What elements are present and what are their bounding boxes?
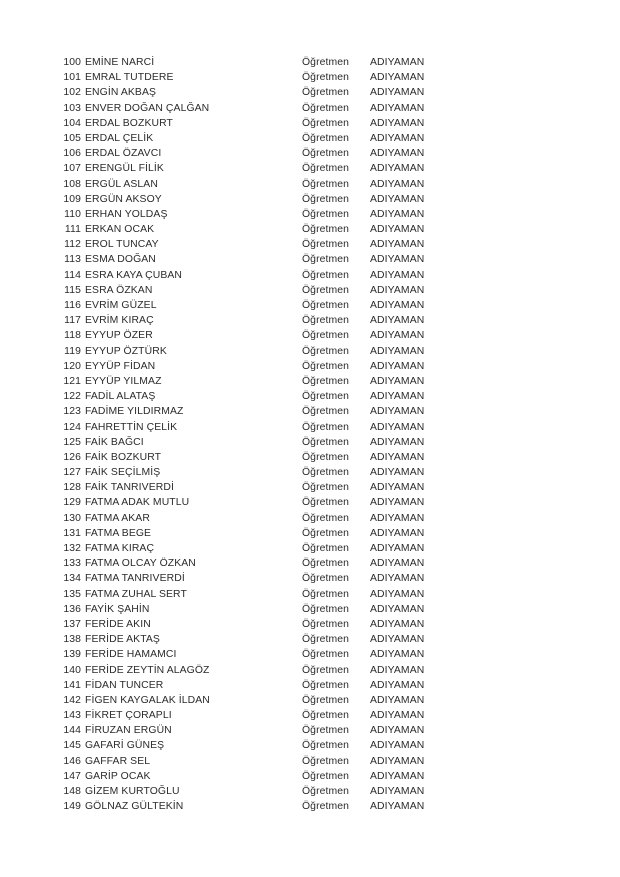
person-name: ERKAN OCAK bbox=[85, 224, 155, 236]
person-province: ADIYAMAN bbox=[370, 132, 425, 144]
row-number: 135 bbox=[63, 588, 81, 600]
table-row bbox=[0, 465, 620, 480]
person-title: Öğretmen bbox=[302, 72, 350, 84]
row-number: 144 bbox=[63, 725, 81, 737]
person-title: Öğretmen bbox=[302, 375, 350, 387]
row-number: 137 bbox=[63, 618, 81, 630]
person-name: FATMA KIRAÇ bbox=[85, 543, 155, 554]
person-name: FATMA ZUHAL SERT bbox=[85, 588, 187, 600]
person-name: FERİDE HAMAMCI bbox=[85, 649, 177, 661]
person-province: ADIYAMAN bbox=[370, 451, 425, 463]
person-province: ADIYAMAN bbox=[370, 527, 425, 539]
person-province: ADIYAMAN bbox=[370, 664, 425, 676]
row-number: 148 bbox=[63, 786, 81, 797]
table-row bbox=[0, 344, 620, 359]
person-name: GÖLNAZ GÜLTEKİN bbox=[85, 801, 184, 813]
person-name: FİKRET ÇORAPLI bbox=[85, 710, 172, 722]
row-number: 149 bbox=[63, 801, 81, 813]
row-number: 132 bbox=[63, 543, 81, 554]
person-title: Öğretmen bbox=[302, 618, 350, 630]
table-row bbox=[0, 328, 620, 343]
person-name: FADİME YILDIRMAZ bbox=[85, 406, 184, 418]
person-title: Öğretmen bbox=[302, 345, 350, 357]
person-title: Öğretmen bbox=[302, 391, 350, 403]
person-province: ADIYAMAN bbox=[370, 573, 425, 585]
person-province: ADIYAMAN bbox=[370, 618, 425, 630]
person-province: ADIYAMAN bbox=[370, 543, 425, 554]
person-title: Öğretmen bbox=[302, 436, 350, 448]
row-number: 143 bbox=[63, 710, 81, 722]
person-name: EYYUP ÖZER bbox=[85, 330, 153, 342]
person-title: Öğretmen bbox=[302, 193, 350, 205]
table-row bbox=[0, 359, 620, 374]
person-province: ADIYAMAN bbox=[370, 102, 425, 114]
person-province: ADIYAMAN bbox=[370, 786, 425, 797]
row-number: 101 bbox=[63, 72, 81, 84]
person-name: FATMA TANRIVERDİ bbox=[85, 573, 185, 585]
person-title: Öğretmen bbox=[302, 406, 350, 418]
person-province: ADIYAMAN bbox=[370, 436, 425, 448]
row-number: 145 bbox=[63, 740, 81, 752]
person-name: GARİP OCAK bbox=[85, 770, 151, 782]
table-row bbox=[0, 769, 620, 784]
person-name: FAİK BAĞCI bbox=[85, 436, 144, 448]
row-number: 113 bbox=[64, 254, 81, 266]
person-title: Öğretmen bbox=[302, 497, 350, 509]
table-row bbox=[0, 693, 620, 708]
person-province: ADIYAMAN bbox=[370, 72, 425, 84]
row-number: 141 bbox=[63, 679, 81, 691]
table-row bbox=[0, 177, 620, 192]
person-title: Öğretmen bbox=[302, 254, 350, 266]
person-province: ADIYAMAN bbox=[370, 710, 425, 722]
person-title: Öğretmen bbox=[302, 360, 350, 372]
person-name: FADİL ALATAŞ bbox=[85, 391, 156, 403]
table-row bbox=[0, 587, 620, 602]
person-province: ADIYAMAN bbox=[370, 603, 425, 615]
row-number: 114 bbox=[64, 269, 81, 281]
person-title: Öğretmen bbox=[302, 725, 350, 737]
table-row bbox=[0, 632, 620, 647]
table-row bbox=[0, 161, 620, 176]
row-number: 112 bbox=[64, 239, 81, 251]
table-row bbox=[0, 389, 620, 404]
person-name: ENGİN AKBAŞ bbox=[85, 87, 157, 99]
table-row bbox=[0, 207, 620, 222]
person-name: ESMA DOĞAN bbox=[85, 254, 156, 266]
person-province: ADIYAMAN bbox=[370, 740, 425, 752]
row-number: 139 bbox=[63, 649, 81, 661]
row-number: 133 bbox=[63, 558, 81, 570]
row-number: 136 bbox=[63, 603, 81, 615]
person-title: Öğretmen bbox=[302, 512, 350, 524]
person-province: ADIYAMAN bbox=[370, 406, 425, 418]
row-number: 108 bbox=[63, 178, 81, 190]
person-title: Öğretmen bbox=[302, 786, 350, 797]
person-title: Öğretmen bbox=[302, 208, 350, 220]
person-title: Öğretmen bbox=[302, 679, 350, 691]
row-number: 147 bbox=[63, 770, 81, 782]
row-number: 105 bbox=[63, 132, 81, 144]
person-title: Öğretmen bbox=[302, 558, 350, 570]
person-title: Öğretmen bbox=[302, 634, 350, 646]
person-province: ADIYAMAN bbox=[370, 57, 425, 68]
person-province: ADIYAMAN bbox=[370, 360, 425, 372]
table-row bbox=[0, 526, 620, 541]
person-name: FAİK TANRIVERDİ bbox=[85, 482, 174, 494]
person-name: EYYÜP FİDAN bbox=[85, 360, 156, 372]
person-title: Öğretmen bbox=[302, 178, 350, 190]
row-number: 118 bbox=[64, 330, 81, 342]
person-province: ADIYAMAN bbox=[370, 755, 425, 767]
row-number: 131 bbox=[63, 527, 81, 539]
person-province: ADIYAMAN bbox=[370, 284, 425, 296]
person-title: Öğretmen bbox=[302, 710, 350, 722]
person-title: Öğretmen bbox=[302, 330, 350, 342]
table-row bbox=[0, 784, 620, 799]
person-province: ADIYAMAN bbox=[370, 725, 425, 737]
person-province: ADIYAMAN bbox=[370, 148, 425, 160]
row-number: 116 bbox=[64, 300, 81, 311]
person-name: ESRA ÖZKAN bbox=[85, 284, 153, 296]
person-province: ADIYAMAN bbox=[370, 178, 425, 190]
row-number: 126 bbox=[63, 451, 81, 463]
row-number: 123 bbox=[63, 406, 81, 418]
row-number: 128 bbox=[63, 482, 81, 494]
table-row bbox=[0, 647, 620, 662]
person-title: Öğretmen bbox=[302, 755, 350, 767]
person-province: ADIYAMAN bbox=[370, 87, 425, 99]
row-number: 122 bbox=[63, 391, 81, 403]
person-province: ADIYAMAN bbox=[370, 300, 425, 311]
row-number: 104 bbox=[63, 117, 81, 129]
person-name: GAFARİ GÜNEŞ bbox=[85, 740, 165, 752]
table-row bbox=[0, 450, 620, 465]
person-province: ADIYAMAN bbox=[370, 163, 425, 175]
person-name: GİZEM KURTOĞLU bbox=[85, 786, 180, 797]
table-row bbox=[0, 374, 620, 389]
person-name: FERİDE ZEYTİN ALAGÖZ bbox=[85, 664, 210, 676]
person-province: ADIYAMAN bbox=[370, 315, 425, 327]
person-title: Öğretmen bbox=[302, 801, 350, 813]
row-number: 121 bbox=[63, 375, 81, 387]
person-province: ADIYAMAN bbox=[370, 634, 425, 646]
person-title: Öğretmen bbox=[302, 543, 350, 554]
table-row bbox=[0, 571, 620, 586]
row-number: 102 bbox=[63, 87, 81, 99]
person-province: ADIYAMAN bbox=[370, 588, 425, 600]
table-row bbox=[0, 602, 620, 617]
row-number: 130 bbox=[63, 512, 81, 524]
person-title: Öğretmen bbox=[302, 467, 350, 479]
table-row bbox=[0, 404, 620, 419]
person-name: EMİNE NARCİ bbox=[85, 57, 155, 68]
row-number: 106 bbox=[63, 148, 81, 160]
table-row bbox=[0, 268, 620, 283]
table-row bbox=[0, 146, 620, 161]
table-row bbox=[0, 252, 620, 267]
row-number: 129 bbox=[63, 497, 81, 509]
person-title: Öğretmen bbox=[302, 239, 350, 251]
person-province: ADIYAMAN bbox=[370, 193, 425, 205]
person-title: Öğretmen bbox=[302, 269, 350, 281]
row-number: 109 bbox=[63, 193, 81, 205]
table-row bbox=[0, 708, 620, 723]
table-row bbox=[0, 495, 620, 510]
person-name: FATMA ADAK MUTLU bbox=[85, 497, 190, 509]
person-name: FERİDE AKTAŞ bbox=[85, 634, 160, 646]
person-title: Öğretmen bbox=[302, 117, 350, 129]
person-title: Öğretmen bbox=[302, 224, 350, 236]
person-title: Öğretmen bbox=[302, 770, 350, 782]
person-name: FATMA BEGE bbox=[85, 527, 152, 539]
person-name: ERGÜL ASLAN bbox=[85, 178, 158, 190]
row-number: 119 bbox=[64, 345, 81, 357]
person-title: Öğretmen bbox=[302, 603, 350, 615]
person-province: ADIYAMAN bbox=[370, 208, 425, 220]
table-row bbox=[0, 678, 620, 693]
table-row bbox=[0, 480, 620, 495]
person-name: FERİDE AKIN bbox=[85, 618, 151, 630]
person-name: ESRA KAYA ÇUBAN bbox=[85, 269, 183, 281]
person-title: Öğretmen bbox=[302, 482, 350, 494]
person-province: ADIYAMAN bbox=[370, 345, 425, 357]
table-row bbox=[0, 420, 620, 435]
row-number: 117 bbox=[64, 315, 81, 327]
table-row bbox=[0, 101, 620, 116]
person-title: Öğretmen bbox=[302, 451, 350, 463]
person-title: Öğretmen bbox=[302, 148, 350, 160]
table-row bbox=[0, 738, 620, 753]
row-number: 138 bbox=[63, 634, 81, 646]
person-name: FATMA AKAR bbox=[85, 512, 150, 524]
person-province: ADIYAMAN bbox=[370, 770, 425, 782]
person-province: ADIYAMAN bbox=[370, 269, 425, 281]
person-province: ADIYAMAN bbox=[370, 421, 425, 433]
person-name: GAFFAR SEL bbox=[85, 755, 151, 767]
row-number: 111 bbox=[64, 224, 81, 236]
table-row bbox=[0, 85, 620, 100]
table-row bbox=[0, 663, 620, 678]
person-name: EMRAL TUTDERE bbox=[85, 72, 174, 84]
person-title: Öğretmen bbox=[302, 284, 350, 296]
person-province: ADIYAMAN bbox=[370, 512, 425, 524]
table-row bbox=[0, 617, 620, 632]
row-number: 125 bbox=[63, 436, 81, 448]
person-title: Öğretmen bbox=[302, 573, 350, 585]
person-title: Öğretmen bbox=[302, 664, 350, 676]
table-row bbox=[0, 723, 620, 738]
person-province: ADIYAMAN bbox=[370, 224, 425, 236]
person-name: FİGEN KAYGALAK İLDAN bbox=[85, 694, 210, 706]
person-name: ERGÜN AKSOY bbox=[85, 193, 162, 205]
person-title: Öğretmen bbox=[302, 163, 350, 175]
person-title: Öğretmen bbox=[302, 315, 350, 327]
person-title: Öğretmen bbox=[302, 421, 350, 433]
person-province: ADIYAMAN bbox=[370, 467, 425, 479]
person-name: FATMA OLCAY ÖZKAN bbox=[85, 558, 196, 570]
table-row bbox=[0, 131, 620, 146]
person-name: EVRİM GÜZEL bbox=[85, 300, 157, 311]
row-number: 100 bbox=[63, 57, 81, 68]
table-row bbox=[0, 313, 620, 328]
person-title: Öğretmen bbox=[302, 87, 350, 99]
row-number: 127 bbox=[63, 467, 81, 479]
person-name: ERDAL ÇELİK bbox=[85, 132, 154, 144]
person-province: ADIYAMAN bbox=[370, 558, 425, 570]
person-name: EYYUP ÖZTÜRK bbox=[85, 345, 167, 357]
personnel-list bbox=[0, 55, 620, 814]
table-row bbox=[0, 70, 620, 85]
person-title: Öğretmen bbox=[302, 102, 350, 114]
person-name: ERHAN YOLDAŞ bbox=[85, 208, 168, 220]
row-number: 115 bbox=[64, 284, 81, 296]
person-name: FAİK BOZKURT bbox=[85, 451, 162, 463]
person-name: EVRİM KIRAÇ bbox=[85, 315, 154, 327]
row-number: 107 bbox=[63, 163, 81, 175]
person-name: FAİK SEÇİLMİŞ bbox=[85, 467, 161, 479]
row-number: 120 bbox=[63, 360, 81, 372]
person-province: ADIYAMAN bbox=[370, 375, 425, 387]
row-number: 134 bbox=[63, 573, 81, 585]
row-number: 146 bbox=[63, 755, 81, 767]
table-row bbox=[0, 192, 620, 207]
person-province: ADIYAMAN bbox=[370, 239, 425, 251]
table-row bbox=[0, 435, 620, 450]
person-province: ADIYAMAN bbox=[370, 482, 425, 494]
person-title: Öğretmen bbox=[302, 132, 350, 144]
row-number: 124 bbox=[63, 421, 81, 433]
table-row bbox=[0, 556, 620, 571]
table-row bbox=[0, 799, 620, 814]
person-title: Öğretmen bbox=[302, 300, 350, 311]
person-province: ADIYAMAN bbox=[370, 801, 425, 813]
person-title: Öğretmen bbox=[302, 649, 350, 661]
person-title: Öğretmen bbox=[302, 694, 350, 706]
person-name: EYYÜP YILMAZ bbox=[85, 375, 162, 387]
row-number: 140 bbox=[63, 664, 81, 676]
table-row bbox=[0, 55, 620, 70]
person-name: FİRUZAN ERGÜN bbox=[85, 725, 172, 737]
table-row bbox=[0, 298, 620, 313]
table-row bbox=[0, 116, 620, 131]
person-title: Öğretmen bbox=[302, 57, 350, 68]
person-title: Öğretmen bbox=[302, 588, 350, 600]
person-name: FİDAN TUNCER bbox=[85, 679, 164, 691]
row-number: 110 bbox=[64, 208, 81, 220]
person-name: FAYİK ŞAHİN bbox=[85, 603, 150, 615]
row-number: 142 bbox=[63, 694, 81, 706]
person-province: ADIYAMAN bbox=[370, 679, 425, 691]
table-row bbox=[0, 283, 620, 298]
person-name: ENVER DOĞAN ÇALĞAN bbox=[85, 102, 210, 114]
person-title: Öğretmen bbox=[302, 740, 350, 752]
person-name: ERDAL BOZKURT bbox=[85, 117, 173, 129]
person-name: FAHRETTİN ÇELİK bbox=[85, 421, 178, 433]
person-province: ADIYAMAN bbox=[370, 694, 425, 706]
person-province: ADIYAMAN bbox=[370, 649, 425, 661]
person-province: ADIYAMAN bbox=[370, 330, 425, 342]
table-row bbox=[0, 222, 620, 237]
person-province: ADIYAMAN bbox=[370, 117, 425, 129]
row-number: 103 bbox=[63, 102, 81, 114]
person-name: ERENGÜL FİLİK bbox=[85, 163, 164, 175]
person-title: Öğretmen bbox=[302, 527, 350, 539]
person-name: EROL TUNCAY bbox=[85, 239, 159, 251]
person-province: ADIYAMAN bbox=[370, 391, 425, 403]
person-name: ERDAL ÖZAVCI bbox=[85, 148, 162, 160]
table-row bbox=[0, 511, 620, 526]
person-province: ADIYAMAN bbox=[370, 254, 425, 266]
person-province: ADIYAMAN bbox=[370, 497, 425, 509]
table-row bbox=[0, 754, 620, 769]
table-row bbox=[0, 237, 620, 252]
table-row bbox=[0, 541, 620, 556]
